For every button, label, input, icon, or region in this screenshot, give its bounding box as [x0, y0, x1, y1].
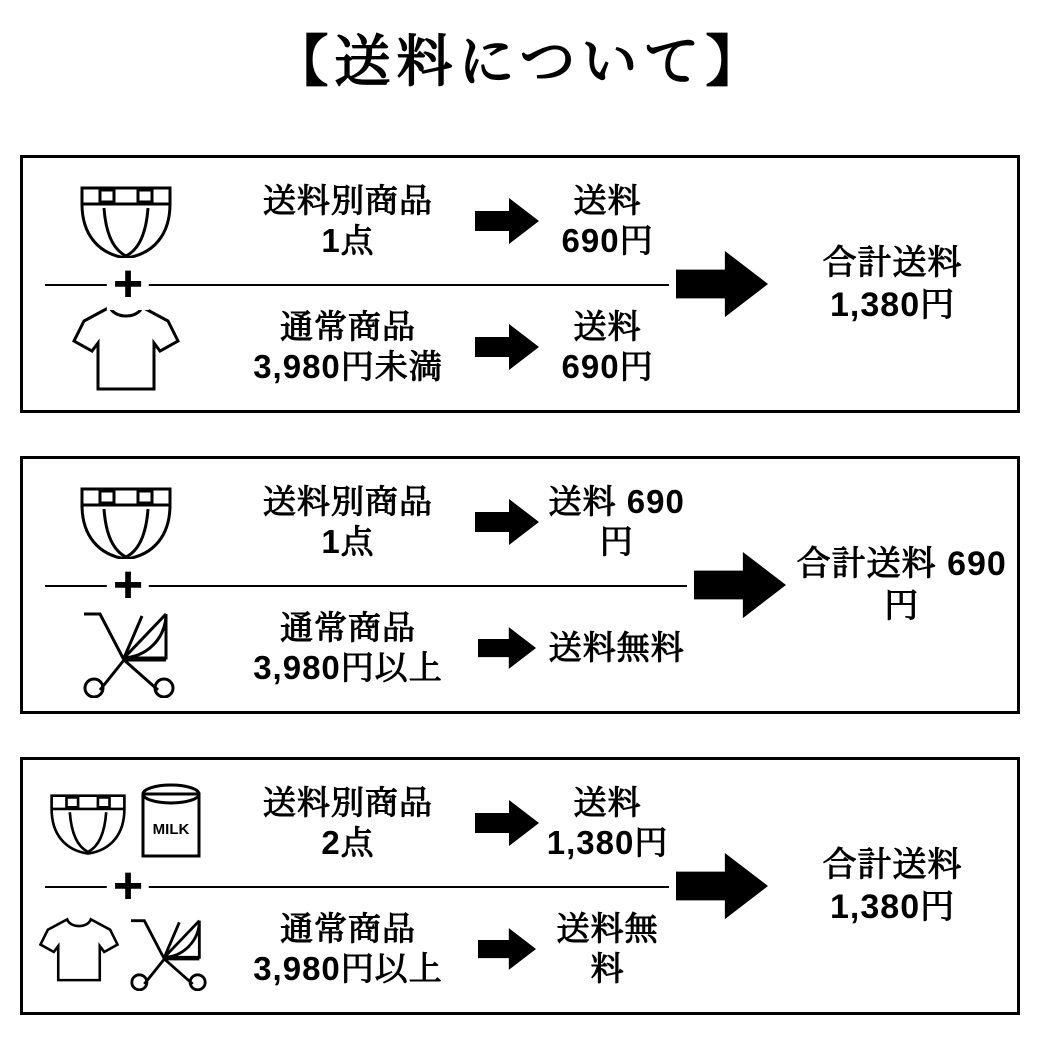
shipping-case-panel-1 — [20, 155, 1020, 413]
label-line-2: 1点 — [321, 523, 375, 560]
diaper-icon — [74, 178, 178, 264]
right-block-arrow-icon — [478, 627, 536, 669]
milk-can-icon — [135, 782, 207, 864]
panel-1-row-1-label — [228, 181, 468, 262]
total-line-2: 1,380円 — [830, 286, 956, 324]
panel-1-total-arrow-cell — [669, 250, 774, 318]
panel-2-total-arrow-cell — [687, 551, 792, 619]
label-line-1: 通常商品 — [280, 608, 416, 646]
panel-2-row-1-result — [546, 482, 687, 563]
plus-sign: + — [107, 559, 149, 611]
result-line-1: 送料無料 — [548, 628, 685, 666]
panel-3-row-2-label — [228, 909, 468, 990]
panel-1-row-1-arrow-cell — [468, 198, 546, 244]
total-line-1: 合計送料 — [796, 544, 937, 583]
label-line-1: 送料別商品 — [263, 783, 433, 821]
right-block-arrow-icon — [475, 198, 539, 244]
label-line-2: 1点 — [321, 222, 375, 259]
panel-3-row-2-result — [546, 909, 669, 990]
page-title: 【送料について】 — [272, 30, 768, 93]
label-line-1: 通常商品 — [280, 909, 416, 947]
panel-2-total-text — [792, 543, 1017, 628]
stroller-icon — [116, 907, 216, 991]
panel-1-row-1-result — [546, 181, 669, 262]
panel-2-row-2-label — [228, 608, 468, 689]
result-line-1: 送料 — [573, 307, 642, 345]
label-line-1: 送料別商品 — [263, 482, 433, 520]
panel-2-row-1-icon-cell — [23, 479, 228, 565]
result-line-2: 690円 — [599, 482, 685, 560]
panel-2-row-1-label — [228, 482, 468, 563]
label-line-2: 3,980円以上 — [253, 649, 443, 686]
plus-sign: + — [107, 860, 149, 912]
panel-3-rows — [23, 760, 669, 1012]
right-block-arrow-icon — [475, 324, 539, 370]
panel-2-row-2-result — [546, 628, 687, 668]
panel-3-row-1-label — [228, 783, 468, 864]
panel-3-row-2-arrow-cell — [468, 928, 546, 970]
result-line-2: 1,380円 — [546, 824, 669, 861]
right-block-arrow-icon — [676, 852, 768, 920]
result-line-1: 送料 — [548, 482, 617, 520]
right-block-arrow-icon — [478, 928, 536, 970]
result-line-1: 送料無料 — [556, 909, 659, 987]
right-block-arrow-icon — [475, 800, 539, 846]
total-line-2: 1,380円 — [830, 888, 956, 926]
tshirt-icon — [36, 913, 122, 985]
diaper-icon — [45, 787, 131, 859]
panel-2-row-2-arrow-cell — [468, 627, 546, 669]
panel-1-row-2-label — [228, 307, 468, 388]
right-block-arrow-icon — [694, 551, 786, 619]
panel-3-total-text — [774, 844, 1017, 929]
panel-3-row-1-result — [546, 783, 669, 864]
right-block-arrow-icon — [676, 250, 768, 318]
panel-1-row-2-icon-cell — [23, 301, 228, 393]
label-line-2: 3,980円未満 — [253, 348, 443, 385]
label-line-2: 3,980円以上 — [253, 950, 443, 987]
panel-1-row-2-arrow-cell — [468, 324, 546, 370]
panel-2-rows — [23, 459, 687, 711]
panel-1-total-text — [774, 242, 1017, 327]
result-line-1: 送料 — [573, 783, 642, 821]
label-line-1: 送料別商品 — [263, 181, 433, 219]
panel-1-row-1-icon-cell — [23, 178, 228, 264]
label-line-1: 通常商品 — [280, 307, 416, 345]
right-block-arrow-icon — [475, 499, 539, 545]
diaper-icon — [74, 479, 178, 565]
panel-1-total-section — [669, 158, 1017, 410]
panel-3-total-section — [669, 760, 1017, 1012]
shipping-case-panel-2 — [20, 456, 1020, 714]
total-line-1: 合計送料 — [822, 845, 963, 884]
panel-2-row-1-arrow-cell — [468, 499, 546, 545]
result-line-1: 送料 — [573, 181, 642, 219]
svg-text:MILK: MILK — [152, 821, 189, 838]
panel-3-row-2-icon-cell — [23, 907, 228, 991]
panel-3-total-arrow-cell — [669, 852, 774, 920]
tshirt-icon — [68, 301, 184, 393]
total-line-2: 690円 — [884, 544, 1007, 625]
result-line-2: 690円 — [561, 222, 654, 259]
panel-2-total-section — [687, 459, 1017, 711]
panel-1-row-2-result — [546, 307, 669, 388]
result-line-2: 690円 — [561, 348, 654, 385]
plus-sign: + — [107, 258, 149, 310]
panel-1-rows — [23, 158, 669, 410]
panel-3-row-1-arrow-cell — [468, 800, 546, 846]
total-line-1: 合計送料 — [822, 243, 963, 282]
label-line-2: 2点 — [321, 824, 375, 861]
panel-3-row-1-icon-cell — [23, 782, 228, 864]
shipping-case-panel-3 — [20, 757, 1020, 1015]
